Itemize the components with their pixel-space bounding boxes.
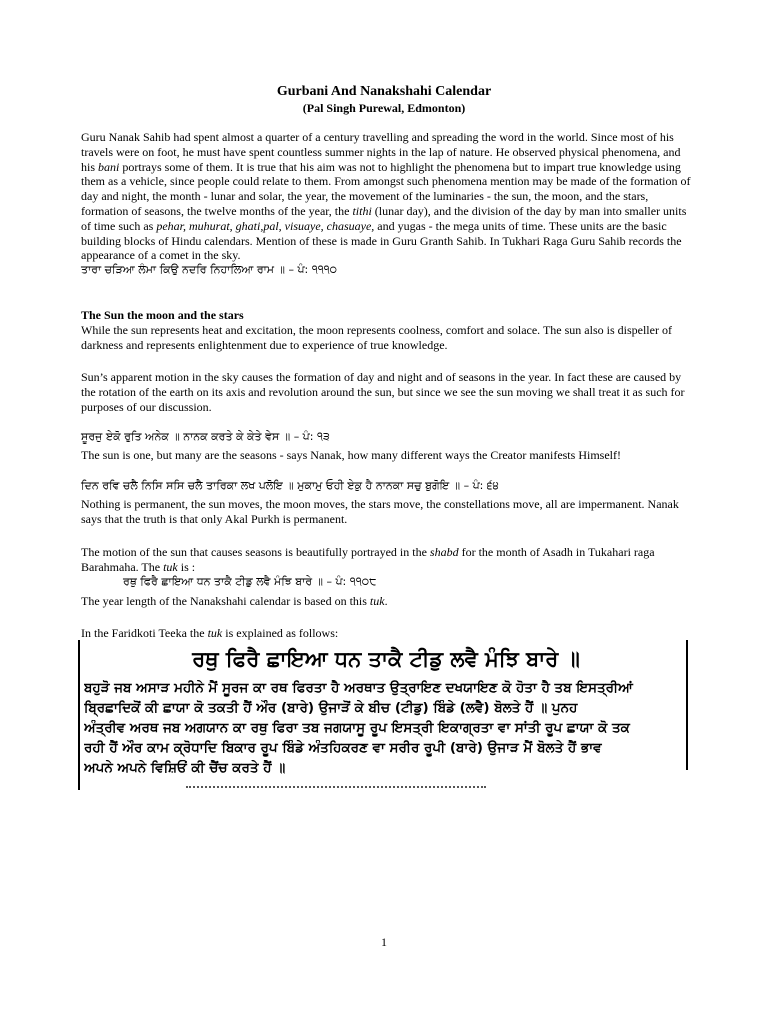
asadh-text-mid: for the month of Asadh in Tukahari raga Barahmaha. The (81, 545, 655, 574)
quote-1-translation: The sun is one, but many are the seasons - says Nanak, how many different ways the Creator manifests Himself! (81, 447, 621, 462)
document-author: (Pal Singh Purewal, Edmonton) (302, 101, 466, 115)
quote-block-1 (81, 430, 693, 463)
gurmukhi-quote-3: ਰਥੁ ਫਿਰੈ ਛਾਇਆ ਧਨ ਤਾਕੈ ਟੀਡੁ ਲਵੈ ਮੰਝਿ ਬਾਰੇ ॥ – ਪੰ: ੧੧੦੮ (123, 574, 377, 588)
year-text-lead: The year length of the Nanakshahi calendar is based on this (81, 594, 370, 608)
intro-text-tail: and yugas - the mega units of time. These units are the basic building blocks of Hindu calendars. Mention of these is made in Guru Granth Sahib. In Tukhari Raga Guru Sahib records the appearance of a comet in the sky. (81, 218, 682, 263)
quote-block-2 (81, 479, 693, 526)
section-text-p1: While the sun represents heat and excitation, the moon represents coolness, comfort and solace. The sun also is dispeller of darkness and represents enlightenment due to experience of true knowledge. (81, 323, 672, 352)
faridkot-text-lead: In the Faridkoti Teeka the (81, 626, 208, 640)
scan-faint-line (186, 786, 486, 794)
intro-paragraph (81, 130, 693, 278)
page-number: 1 (381, 935, 387, 949)
asadh-term-tuk: tuk (163, 559, 178, 574)
scan-line: ਅੰਤ੍ਰੀਵ ਅਰਥ ਜਬ ਅਗਯਾਨ ਕਾ ਰਥੁ ਫਿਰਾ ਤਬ ਜਗਯਾਸੂ ਰੂਪ ਇਸਤ੍ਰੀ ਇਕਾਗ੍ਰਤਾ ਵਾ ਸਾਂਤੀ ਰੂਪ ਛਾਯਾ ਕੋ ਤਕ (84, 720, 630, 736)
intro-term-bani: bani (98, 159, 120, 174)
scan-line: ਅਪਨੇ ਅਪਨੇ ਵਿਸ਼ਿਓਂ ਕੀ ਚੈਂਚ ਕਰਤੇ ਹੈਂ ॥ (84, 760, 286, 776)
faridkot-paragraph (81, 626, 693, 641)
intro-term-units: pehar, muhurat, ghati,pal, visuaye, chasuaye, (156, 218, 375, 233)
intro-text-lead: Guru Nanak Sahib had spent almost a quarter of a century travelling and spreading the word in the world. Since most of his travels were on foot, he must have spent countless summer nights in the lap of nature. He observed physical phenomena, and his (81, 130, 681, 174)
gurmukhi-quote-2: ਦਿਨ ਰਵਿ ਚਲੈ ਨਿਸਿ ਸਸਿ ਚਲੈ ਤਾਰਿਕਾ ਲਖ ਪਲੋਇ ॥ ਮੁਕਾਮੁ ਓਹੀ ਏਕੁ ਹੈ ਨਾਨਕਾ ਸਚੁ ਬੁਗੋਇ ॥ – ਪੰ: ੬੪ (81, 479, 499, 492)
faridkot-text-tail: is explained as follows: (222, 626, 339, 640)
scanned-teeka-excerpt (78, 640, 692, 790)
intro-text-mid1: portrays some of them. It is true that his aim was not to highlight the phenomena but to impart true knowledge using them as a vehicle, since people could relate to them. From amongst such phenomena mention may be made of the formation of day and night, the month - lunar and solar, the year, the movement of the luminaries - the sun, the moon, and the stars, formation of seasons, the twelve months of the year, the (81, 159, 691, 218)
scan-line: ਰਹੀ ਹੈਂ ਔਰ ਕਾਮ ਕ੍ਰੋਧਾਦਿ ਬਿਕਾਰ ਰੂਪ ਬਿੰਡੇ ਅੰਤਹਿਕਰਣ ਵਾ ਸਰੀਰ ਰੂਪੀ (ਬਾਰੇ) ਉਜਾੜ ਮੈਂ ਬੋਲਤੇ ਹੈਂ ਭਾਵ (84, 740, 602, 756)
scan-edge-mark (686, 640, 688, 770)
section-paragraph-1 (81, 323, 693, 353)
year-length-paragraph (81, 594, 693, 609)
gurmukhi-quote-1: ਸੂਰਜੁ ਏਕੋ ਰੁਤਿ ਅਨੇਕ ॥ ਨਾਨਕ ਕਰਤੇ ਕੇ ਕੇਤੇ ਵੇਸ ॥ – ਪੰ: ੧੩ (81, 430, 330, 443)
asadh-paragraph (81, 545, 693, 589)
scan-title-line: ਰਥੁ ਫਿਰੈ ਛਾਇਆ ਧਨ ਤਾਕੈ ਟੀਡੁ ਲਵੈ ਮੰਝਿ ਬਾਰੇ ॥ (192, 647, 580, 671)
intro-gurmukhi-quote: ਤਾਰਾ ਚੜਿਆ ਲੰਮਾ ਕਿਉ ਨਦਰਿ ਨਿਹਾਲਿਆ ਰਾਮ ॥ – ਪੰ: ੧੧੧੦ (81, 263, 338, 277)
section-heading-sun-moon-stars: The Sun the moon and the stars (81, 308, 244, 322)
faridkot-term-tuk: tuk (207, 626, 223, 640)
year-term-tuk: tuk (369, 594, 385, 608)
intro-term-tithi: tithi (352, 203, 372, 218)
year-text-tail: . (384, 594, 388, 608)
asadh-text-tail: is : (177, 559, 196, 574)
scan-line: ਬਹੁੜੋ ਜਬ ਅਸਾੜ ਮਹੀਨੇ ਮੈਂ ਸੂਰਜ ਕਾ ਰਥ ਫਿਰਤਾ ਹੈ ਅਰਥਾਤ ਉਤ੍ਰਾਇਣ ਦਖਯਾਇਣ ਕੋ ਹੋਤਾ ਹੈ ਤਬ ਇਸਤ੍ਰੀਆਂ (84, 680, 633, 696)
document-title: Gurbani And Nanakshahi Calendar (276, 84, 492, 99)
intro-text-mid2: (lunar day), and the division of the day by man into smaller units of time such as (81, 203, 687, 233)
asadh-text-lead: The motion of the sun that causes seasons is beautifully portrayed in the (81, 545, 430, 559)
asadh-term-shabd: shabd (429, 545, 459, 559)
scan-line: ਬ੍ਰਿਛਾਦਿਕੋਂ ਕੀ ਛਾਯਾ ਕੋ ਤਕਤੀ ਹੈਂ ਔਰ (ਬਾਰੇ) ਉਜਾੜੋਂ ਕੇ ਬੀਚ (ਟੀਡੁ) ਬਿੰਡੇ (ਲਵੈ) ਬੋਲਤੇ ਹੈਂ ॥ ਪੁਨਹ (84, 700, 578, 716)
section-text-p2: Sun’s apparent motion in the sky causes the formation of day and night and of seasons in the year. In fact these are caused by the rotation of the earth on its axis and revolution around the sun, but since we see the sun moving we shall treat it as such for purposes of our discussion. (81, 370, 685, 414)
section-paragraph-2 (81, 370, 693, 414)
quote-2-translation: Nothing is permanent, the sun moves, the moon moves, the stars move, the constellations move, all are impermanent. Nanak says that the truth is that only Akal Purkh is permanent. (81, 496, 679, 526)
